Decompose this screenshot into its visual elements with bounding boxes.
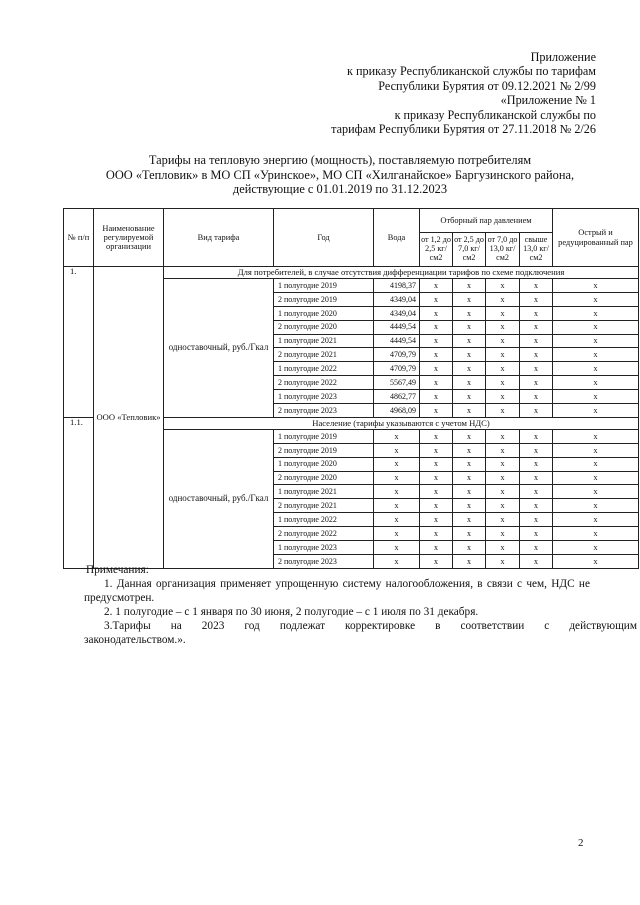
value-cell: х: [486, 429, 520, 443]
header-steam-col: от 7,0 до 13,0 кг/см2: [486, 233, 520, 267]
value-cell: х: [453, 541, 486, 555]
value-cell: х: [520, 499, 553, 513]
value-cell: х: [420, 554, 453, 568]
title-line: действующие с 01.01.2019 по 31.12.2023: [232, 182, 448, 197]
document-title: [70, 153, 610, 197]
value-cell: х: [486, 320, 520, 334]
water-value: х: [374, 471, 420, 485]
appendix-header: [236, 50, 596, 136]
section-number: 1.1.: [64, 417, 94, 568]
value-cell: х: [486, 443, 520, 457]
period-cell: 2 полугодие 2023: [274, 404, 374, 418]
value-cell: х: [453, 376, 486, 390]
value-cell: х: [420, 334, 453, 348]
section-title: Население (тарифы указываются с учетом НДС): [164, 417, 639, 429]
value-cell: х: [520, 279, 553, 293]
value-cell: х: [520, 292, 553, 306]
period-cell: 2 полугодие 2019: [274, 292, 374, 306]
header-steam-col: свыше 13,0 кг/см2: [520, 233, 553, 267]
tariff-table: [63, 208, 639, 569]
value-cell: х: [520, 390, 553, 404]
period-cell: 1 полугодие 2022: [274, 513, 374, 527]
period-cell: 1 полугодие 2019: [274, 279, 374, 293]
note-word: с: [544, 620, 550, 632]
header-line: к приказу Республиканской службы по: [394, 107, 596, 122]
value-cell: х: [520, 306, 553, 320]
value-cell: х: [520, 541, 553, 555]
value-cell: х: [520, 457, 553, 471]
value-cell: х: [420, 390, 453, 404]
period-cell: 1 полугодие 2020: [274, 306, 374, 320]
value-cell: х: [553, 334, 639, 348]
header-line: Республики Бурятия от 09.12.2021 № 2/99: [378, 78, 596, 93]
water-value: х: [374, 443, 420, 457]
value-cell: х: [453, 513, 486, 527]
value-cell: х: [486, 457, 520, 471]
water-value: 4709,79: [374, 348, 420, 362]
period-cell: 2 полугодие 2023: [274, 554, 374, 568]
value-cell: х: [520, 362, 553, 376]
section-number: 1.: [64, 267, 94, 418]
header-steam-col: от 1,2 до 2,5 кг/см2: [420, 233, 453, 267]
value-cell: х: [420, 348, 453, 362]
value-cell: х: [453, 320, 486, 334]
page-number: 2: [578, 837, 584, 849]
value-cell: х: [453, 429, 486, 443]
period-cell: 2 полугодие 2020: [274, 320, 374, 334]
value-cell: х: [486, 485, 520, 499]
value-cell: х: [553, 292, 639, 306]
value-cell: х: [486, 404, 520, 418]
value-cell: х: [453, 443, 486, 457]
water-value: х: [374, 429, 420, 443]
tariff-type: одноставочный, руб./Гкал: [164, 279, 274, 418]
value-cell: х: [486, 376, 520, 390]
header-steam-col: от 2,5 до 7,0 кг/см2: [453, 233, 486, 267]
value-cell: х: [520, 513, 553, 527]
note-item-tail: законодательством.».: [84, 634, 186, 646]
value-cell: х: [553, 471, 639, 485]
value-cell: х: [553, 457, 639, 471]
org-name: ООО «Тепловик»: [94, 267, 164, 569]
tariff-type: одноставочный, руб./Гкал: [164, 429, 274, 568]
header-line: «Приложение № 1: [500, 93, 596, 108]
value-cell: х: [553, 443, 639, 457]
value-cell: х: [420, 443, 453, 457]
header-tariff-type: Вид тарифа: [164, 209, 274, 267]
water-value: х: [374, 554, 420, 568]
value-cell: х: [486, 334, 520, 348]
period-cell: 2 полугодие 2021: [274, 499, 374, 513]
section-row: [64, 267, 639, 279]
value-cell: х: [420, 362, 453, 376]
value-cell: х: [420, 320, 453, 334]
water-value: 4449,54: [374, 320, 420, 334]
period-cell: 2 полугодие 2021: [274, 348, 374, 362]
period-cell: 1 полугодие 2023: [274, 390, 374, 404]
section-title: Для потребителей, в случае отсутствия дифференциации тарифов по схеме подключения: [164, 267, 639, 279]
value-cell: х: [520, 485, 553, 499]
value-cell: х: [453, 348, 486, 362]
value-cell: х: [486, 499, 520, 513]
header-steam-group: Отборный пар давлением: [420, 209, 553, 233]
period-cell: 1 полугодие 2022: [274, 362, 374, 376]
period-cell: 2 полугодие 2022: [274, 376, 374, 390]
value-cell: х: [453, 306, 486, 320]
period-cell: 2 полугодие 2020: [274, 471, 374, 485]
notes: [84, 563, 637, 647]
note-word: в: [435, 620, 441, 632]
value-cell: х: [420, 541, 453, 555]
note-word: год: [244, 620, 260, 632]
header-line: Приложение: [530, 50, 596, 64]
value-cell: х: [486, 554, 520, 568]
value-cell: х: [420, 513, 453, 527]
value-cell: х: [520, 429, 553, 443]
value-cell: х: [420, 527, 453, 541]
header-org: Наименование регулируемой организации: [94, 209, 164, 267]
value-cell: х: [486, 362, 520, 376]
water-value: х: [374, 485, 420, 499]
value-cell: х: [520, 334, 553, 348]
value-cell: х: [520, 554, 553, 568]
value-cell: х: [553, 362, 639, 376]
water-value: х: [374, 527, 420, 541]
value-cell: х: [553, 554, 639, 568]
value-cell: х: [453, 485, 486, 499]
value-cell: х: [553, 485, 639, 499]
value-cell: х: [553, 499, 639, 513]
value-cell: х: [486, 292, 520, 306]
value-cell: х: [486, 390, 520, 404]
note-word: корректировке: [345, 620, 416, 632]
note-word: 3.Тарифы: [104, 620, 151, 632]
value-cell: х: [553, 279, 639, 293]
water-value: 4349,04: [374, 306, 420, 320]
period-cell: 2 полугодие 2019: [274, 443, 374, 457]
value-cell: х: [453, 292, 486, 306]
header-line: к приказу Республиканской службы по тарифам: [347, 64, 596, 79]
value-cell: х: [453, 457, 486, 471]
value-cell: х: [453, 471, 486, 485]
value-cell: х: [486, 471, 520, 485]
title-line: ООО «Тепловик» в МО СП «Уринское», МО СП «Хилганайское» Баргузинского района,: [105, 167, 575, 182]
water-value: 4449,54: [374, 334, 420, 348]
value-cell: х: [486, 527, 520, 541]
period-cell: 1 полугодие 2021: [274, 334, 374, 348]
note-word: на: [170, 620, 182, 632]
value-cell: х: [520, 443, 553, 457]
value-cell: х: [486, 279, 520, 293]
water-value: 4709,79: [374, 362, 420, 376]
value-cell: х: [420, 499, 453, 513]
note-word: действующим: [569, 620, 637, 632]
value-cell: х: [520, 404, 553, 418]
header-sharp-steam: Острый и редуцированный пар: [553, 209, 639, 267]
note-word: подлежат: [279, 620, 326, 632]
header-water: Вода: [374, 209, 420, 267]
value-cell: х: [520, 471, 553, 485]
value-cell: х: [486, 541, 520, 555]
water-value: 5567,49: [374, 376, 420, 390]
value-cell: х: [453, 362, 486, 376]
table-header-row: [64, 209, 639, 233]
value-cell: х: [420, 292, 453, 306]
period-cell: 1 полугодие 2019: [274, 429, 374, 443]
value-cell: х: [486, 348, 520, 362]
period-cell: 1 полугодие 2021: [274, 485, 374, 499]
value-cell: х: [420, 457, 453, 471]
note-item: [84, 619, 637, 633]
value-cell: х: [520, 348, 553, 362]
value-cell: х: [420, 376, 453, 390]
value-cell: х: [420, 279, 453, 293]
note-item: 2. 1 полугодие – с 1 января по 30 июня, 2 полугодие – с 1 июля по 31 декабря.: [104, 606, 479, 618]
water-value: х: [374, 499, 420, 513]
period-cell: 2 полугодие 2022: [274, 527, 374, 541]
value-cell: х: [453, 334, 486, 348]
value-cell: х: [553, 513, 639, 527]
note-word: 2023: [201, 620, 225, 632]
value-cell: х: [553, 348, 639, 362]
note-item: 1. Данная организация применяет упрощенную систему налогообложения, в связи с чем, НДС не предусмотрен.: [84, 578, 590, 604]
notes-title: Примечания:: [86, 564, 149, 576]
header-num: № п/п: [64, 209, 94, 267]
water-value: 4862,77: [374, 390, 420, 404]
value-cell: х: [520, 376, 553, 390]
value-cell: х: [553, 306, 639, 320]
value-cell: х: [553, 404, 639, 418]
value-cell: х: [553, 320, 639, 334]
value-cell: х: [553, 541, 639, 555]
value-cell: х: [453, 554, 486, 568]
water-value: 4968,09: [374, 404, 420, 418]
note-word: соответствии: [460, 620, 525, 632]
header-year: Год: [274, 209, 374, 267]
value-cell: х: [553, 376, 639, 390]
value-cell: х: [486, 306, 520, 320]
value-cell: х: [420, 404, 453, 418]
value-cell: х: [553, 527, 639, 541]
value-cell: х: [420, 471, 453, 485]
value-cell: х: [420, 429, 453, 443]
value-cell: х: [453, 390, 486, 404]
value-cell: х: [420, 306, 453, 320]
water-value: х: [374, 541, 420, 555]
header-line: тарифам Республики Бурятия от 27.11.2018 № 2/26: [331, 122, 596, 137]
value-cell: х: [553, 429, 639, 443]
water-value: х: [374, 457, 420, 471]
water-value: 4198,37: [374, 279, 420, 293]
period-cell: 1 полугодие 2023: [274, 541, 374, 555]
water-value: 4349,04: [374, 292, 420, 306]
value-cell: х: [453, 279, 486, 293]
value-cell: х: [520, 527, 553, 541]
value-cell: х: [520, 320, 553, 334]
value-cell: х: [453, 404, 486, 418]
period-cell: 1 полугодие 2020: [274, 457, 374, 471]
value-cell: х: [553, 390, 639, 404]
value-cell: х: [420, 485, 453, 499]
water-value: х: [374, 513, 420, 527]
value-cell: х: [486, 513, 520, 527]
title-line: Тарифы на тепловую энергию (мощность), поставляемую потребителям: [148, 153, 532, 167]
value-cell: х: [453, 527, 486, 541]
value-cell: х: [453, 499, 486, 513]
